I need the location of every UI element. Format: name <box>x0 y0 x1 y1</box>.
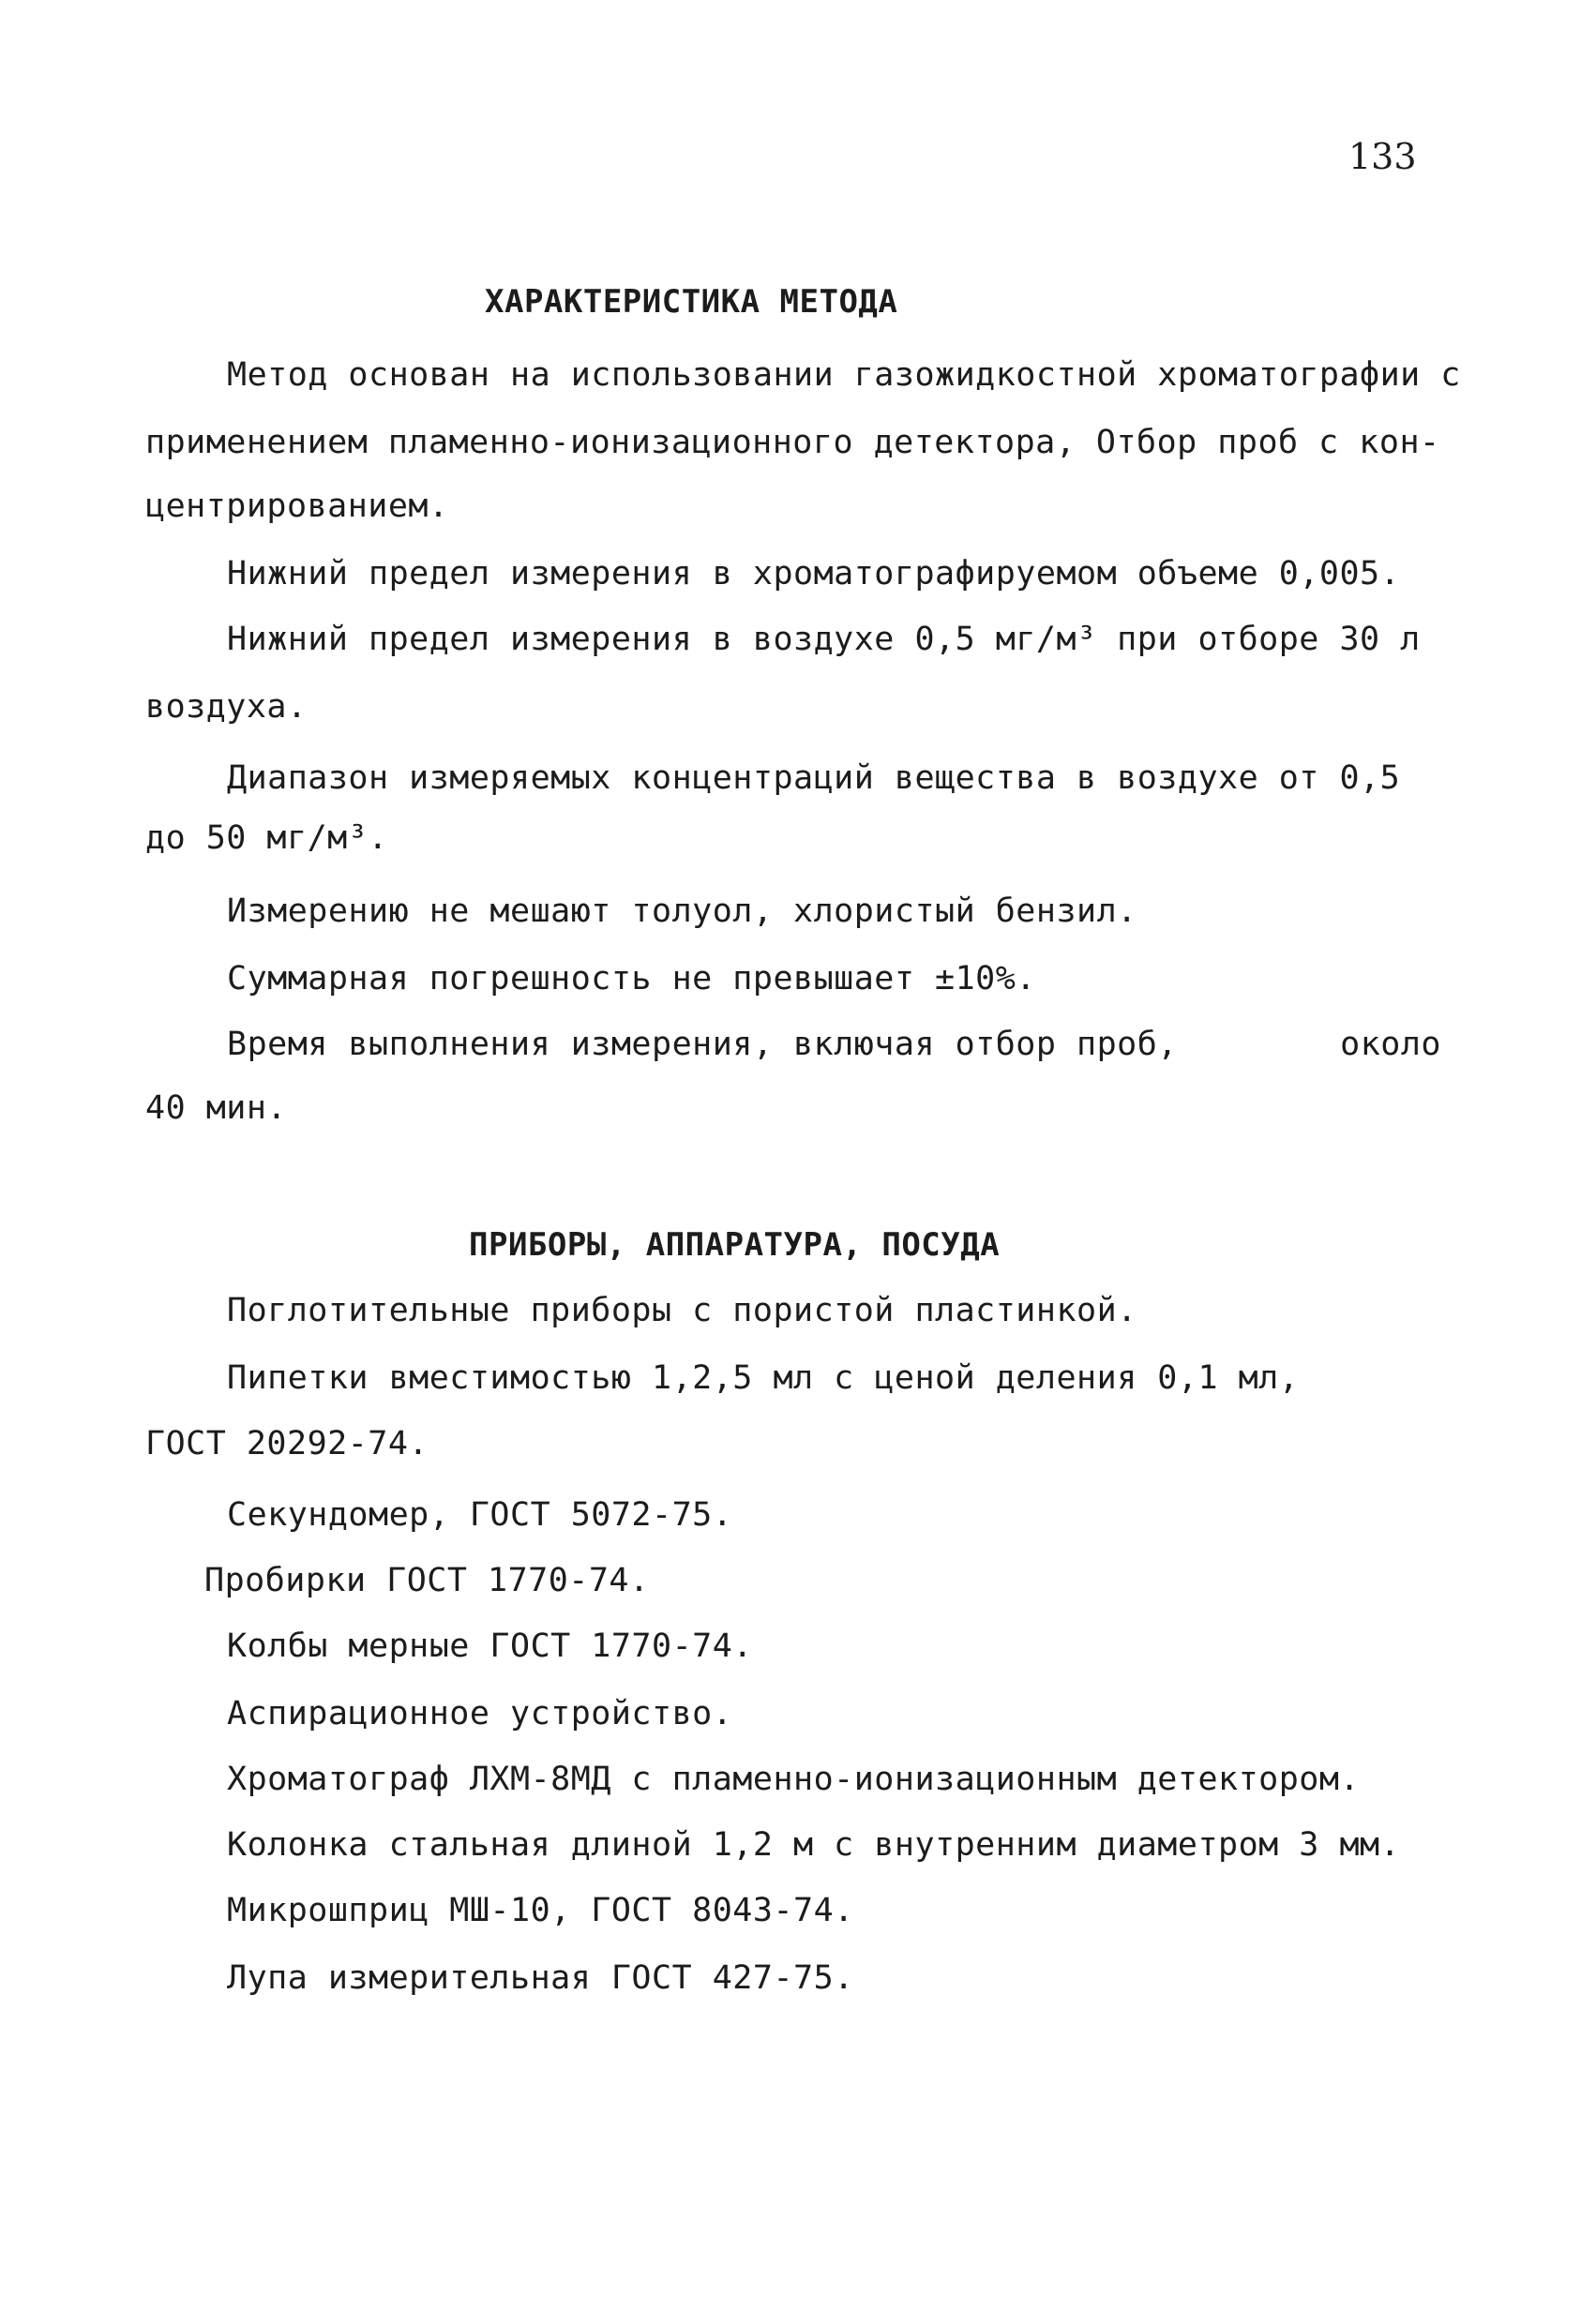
paragraph-line: центрированием. <box>145 487 449 525</box>
paragraph-line: Диапазон измеряемых концентраций вещества в воздухе от 0,5 <box>227 759 1401 797</box>
list-item: Колонка стальная длиной 1,2 м с внутренним диаметром 3 мм. <box>227 1826 1401 1864</box>
list-item: Колбы мерные ГОСТ 1770-74. <box>227 1627 753 1665</box>
list-item: Поглотительные приборы с пористой пластинкой. <box>227 1292 1137 1329</box>
paragraph-line: до 50 мг/м³. <box>145 819 388 857</box>
list-item: Пипетки вместимостью 1,2,5 мл с ценой деления 0,1 мл, <box>227 1359 1300 1397</box>
paragraph-line: воздуха. <box>145 688 308 726</box>
time-line <box>227 1024 1441 1065</box>
time-line-left: Время выполнения измерения, включая отбор проб, <box>227 1026 1178 1063</box>
list-item: ГОСТ 20292-74. <box>145 1425 429 1462</box>
paragraph-line: Измерению не мешают толуол, хлористый бензил. <box>227 892 1137 930</box>
paragraph-line: Нижний предел измерения в воздухе 0,5 мг/м³ при отборе 30 л <box>227 621 1421 658</box>
list-item: Аспирационное устройство. <box>227 1695 733 1732</box>
paragraph-line: Нижний предел измерения в хроматографируемом объеме 0,005. <box>227 555 1401 592</box>
paragraph-line: Метод основан на использовании газожидкостной хроматографии с <box>227 356 1461 394</box>
paragraph-line: применением пламенно-ионизационного детектора, Отбор проб с кон- <box>145 424 1440 461</box>
time-line-right: около <box>1340 1026 1441 1063</box>
list-item: Микрошприц МШ-10, ГОСТ 8043-74. <box>227 1892 854 1929</box>
paragraph-line: 40 мин. <box>145 1089 288 1127</box>
section-heading-instruments: ПРИБОРЫ, АППАРАТУРА, ПОСУДА <box>469 1226 1001 1264</box>
list-item: Лупа измерительная ГОСТ 427-75. <box>227 1959 854 1997</box>
list-item: Секундомер, ГОСТ 5072-75. <box>227 1496 733 1534</box>
list-item: Пробирки ГОСТ 1770-74. <box>204 1562 650 1599</box>
list-item: Хроматограф ЛХМ-8МД с пламенно-ионизационным детектором. <box>227 1761 1361 1798</box>
paragraph-line: Суммарная погрешность не превышает ±10%. <box>227 960 1036 997</box>
page-number: 133 <box>1348 136 1417 177</box>
section-heading-method: ХАРАКТЕРИСТИКА МЕТОДА <box>485 283 898 321</box>
